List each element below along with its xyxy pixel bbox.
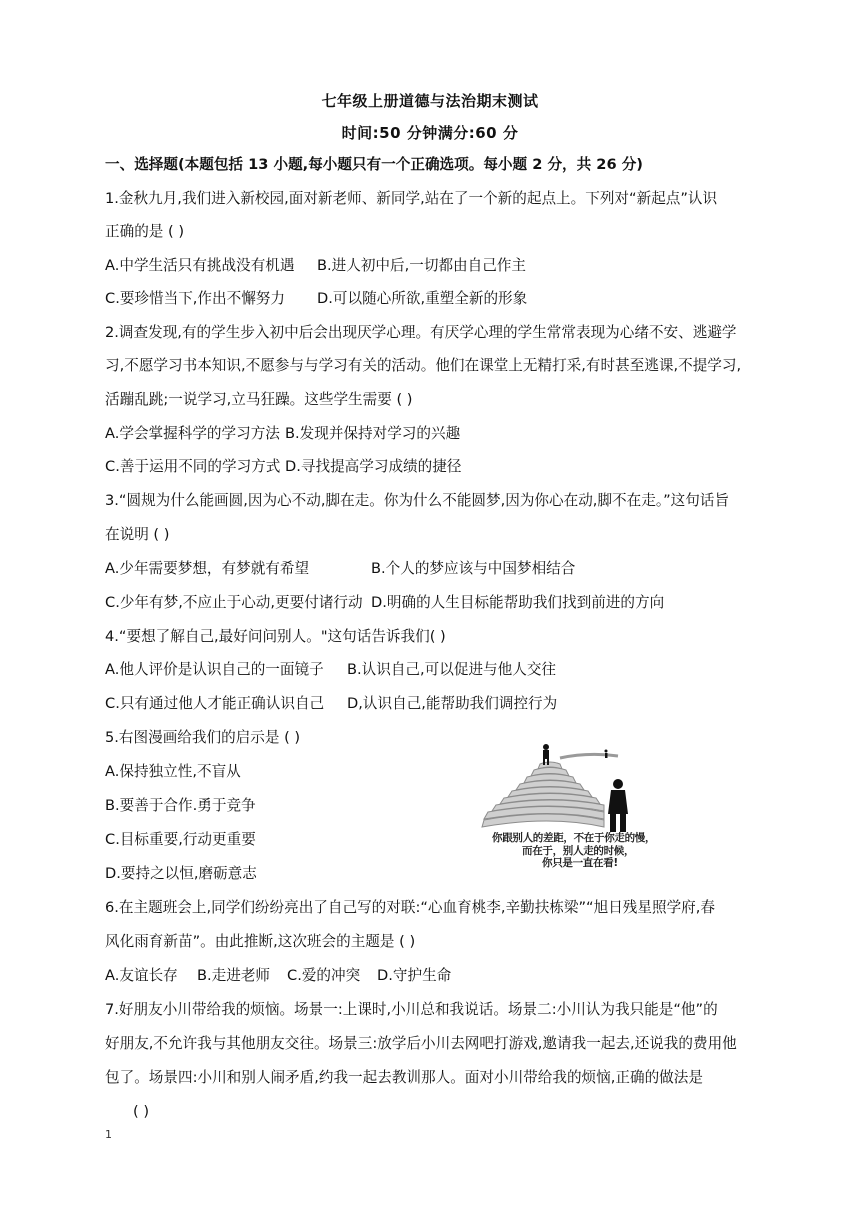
staircase-cartoon-image bbox=[478, 742, 656, 869]
q5-option-a: A.保持独立性,不盲从 bbox=[105, 763, 241, 780]
q1-stem-line1: 1.金秋九月,我们进入新校园,面对新老师、新同学,站在了一个新的起点上。下列对“新起点”认识 bbox=[105, 190, 718, 207]
q3-option-d: D.明确的人生目标能帮助我们找到前进的方向 bbox=[371, 594, 665, 611]
q2-stem-line3: 活蹦乱跳;一说学习,立马狂躁。这些学生需要 ( ) bbox=[105, 391, 413, 408]
q7-stem-line2: 好朋友,不允许我与其他朋友交往。场景三:放学后小川去网吧打游戏,邀请我一起去,还说我的费用他 bbox=[105, 1035, 737, 1052]
q3-option-a: A.少年需要梦想，有梦就有希望 bbox=[105, 560, 310, 577]
q6-stem-line2: 风化雨育新苗”。由此推断,这次班会的主题是 ( ) bbox=[105, 933, 416, 950]
q5-option-d: D.要持之以恒,磨砺意志 bbox=[105, 865, 257, 882]
q2-option-d: D.寻找提高学习成绩的捷径 bbox=[285, 458, 462, 475]
cartoon-caption-line1: 你跟别人的差距，不在于你走的慢， bbox=[492, 832, 656, 844]
q6-option-c: C.爱的冲突 bbox=[287, 967, 361, 984]
q6-stem-line1: 6.在主题班会上,同学们纷纷亮出了自己写的对联:“心血育桃李,辛勤扶栋梁”“旭日残星照学府,春 bbox=[105, 899, 716, 916]
section-heading: 一、选择题(本题包括 13 小题,每小题只有一个正确选项。每小题 2 分，共 26 分) bbox=[105, 156, 643, 173]
q5-option-b: B.要善于合作.勇于竞争 bbox=[105, 797, 256, 814]
q2-stem-line2: 习,不愿学习书本知识,不愿参与与学习有关的活动。他们在课堂上无精打采,有时甚至逃课,不提学习, bbox=[105, 357, 742, 374]
q5-option-c: C.目标重要,行动更重要 bbox=[105, 831, 256, 848]
q6-option-d: D.守护生命 bbox=[377, 967, 452, 984]
q4-option-d: D,认识自己,能帮助我们调控行为 bbox=[347, 695, 558, 712]
q7-stem-line1: 7.好朋友小川带给我的烦恼。场景一:上课时,小川总和我说话。场景二:小川认为我只能是“他”的 bbox=[105, 1001, 718, 1018]
q3-option-c: C.少年有梦,不应止于心动,更要付诸行动 bbox=[105, 594, 363, 611]
page-number: 1 bbox=[105, 1128, 112, 1141]
q1-option-c: C.要珍惜当下,作出不懈努力 bbox=[105, 290, 286, 307]
q6-option-a: A.友谊长存 bbox=[105, 967, 178, 984]
cartoon-caption-line2: 而在于，别人走的时候， bbox=[522, 845, 635, 857]
q7-stem-line3: 包了。场景四:小川和别人闹矛盾,约我一起去教训那人。面对小川带给我的烦恼,正确的做法是 bbox=[105, 1069, 703, 1086]
q1-stem-line2: 正确的是 ( ) bbox=[105, 223, 185, 240]
exam-subtitle: 时间:50 分钟满分:60 分 bbox=[341, 124, 519, 142]
q4-option-c: C.只有通过他人才能正确认识自己 bbox=[105, 695, 325, 712]
q1-option-d: D.可以随心所欲,重塑全新的形象 bbox=[317, 290, 528, 307]
q5-stem-line1: 5.右图漫画给我们的启示是 ( ) bbox=[105, 729, 301, 746]
q3-stem-line1: 3.“圆规为什么能画圆,因为心不动,脚在走。你为什么不能圆梦,因为你心在动,脚不在走。”这句话旨 bbox=[105, 492, 730, 509]
q2-option-a: A.学会掌握科学的学习方法 bbox=[105, 425, 280, 442]
q4-stem-line1: 4.“要想了解自己,最好问问别人。"这句话告诉我们( ) bbox=[105, 628, 446, 645]
q3-stem-line2: 在说明 ( ) bbox=[105, 526, 170, 543]
q4-option-b: B.认识自己,可以促进与他人交往 bbox=[347, 661, 557, 678]
exam-title: 七年级上册道德与法治期末测试 bbox=[321, 92, 539, 110]
q2-option-c: C.善于运用不同的学习方式 bbox=[105, 458, 281, 475]
q6-option-b: B.走进老师 bbox=[197, 967, 271, 984]
q4-option-a: A.他人评价是认识自己的一面镜子 bbox=[105, 661, 324, 678]
q1-option-b: B.进人初中后,一切都由自己作主 bbox=[317, 257, 527, 274]
q2-option-b: B.发现并保持对学习的兴趣 bbox=[285, 425, 461, 442]
q3-option-b: B.个人的梦应该与中国梦相结合 bbox=[371, 560, 576, 577]
q2-stem-line1: 2.调查发现,有的学生步入初中后会出现厌学心理。有厌学心理的学生常常表现为心绪不安、逃避学 bbox=[105, 324, 737, 341]
cartoon-caption-line3: 你只是一直在看! bbox=[542, 857, 618, 869]
q1-option-a: A.中学生活只有挑战没有机遇 bbox=[105, 257, 295, 274]
q7-stem-line4: ( ) bbox=[133, 1103, 150, 1120]
